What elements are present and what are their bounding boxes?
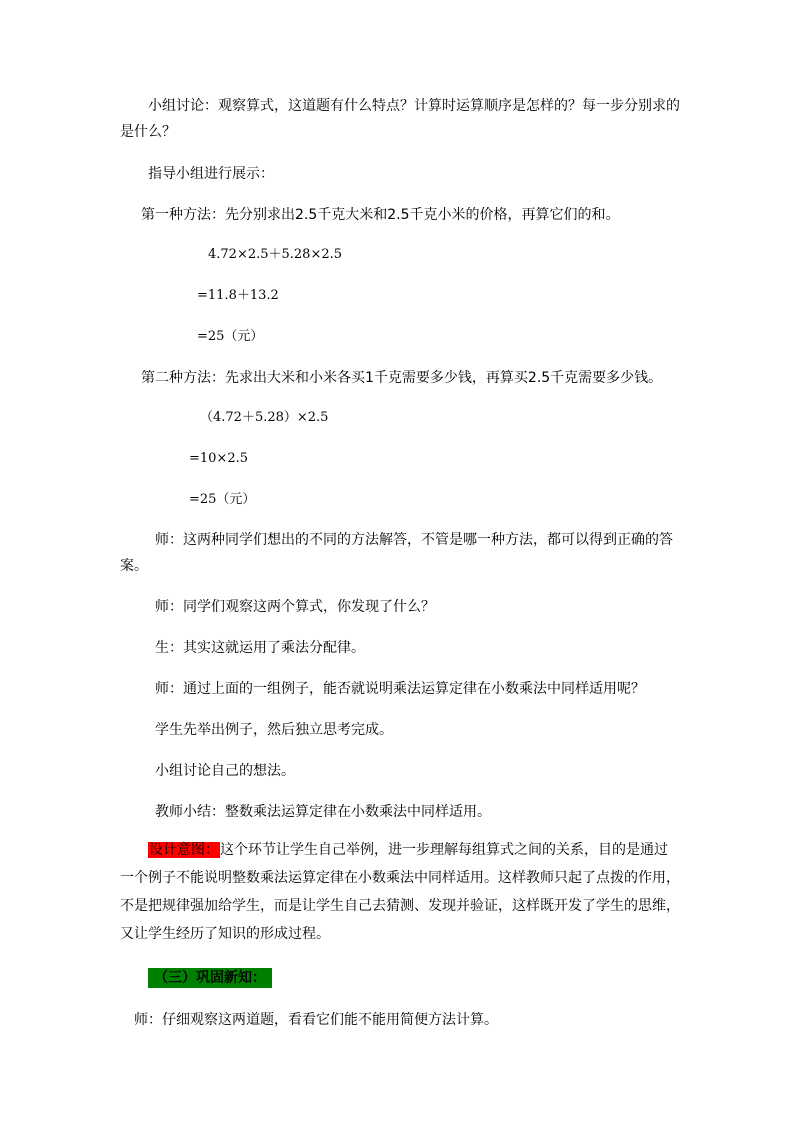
teacher-line-3: 师：通过上面的一组例子，能否就说明乘法运算定律在小数乘法中同样适用呢？ — [155, 681, 645, 697]
group-discussion-line: 小组讨论自己的想法。 — [155, 763, 295, 779]
method-two-formula-3: =25（元） — [189, 492, 256, 507]
design-intent-label: 设计意图： — [149, 842, 219, 858]
method-one: 第一种方法：先分别求出2.5千克大米和2.5千克小米的价格，再算它们的和。 — [141, 207, 620, 223]
design-intent-paragraph — [120, 836, 680, 948]
teacher-line-4: 师：仔细观察这两道题，看看它们能不能用简便方法计算。 — [134, 1012, 498, 1028]
method-one-formula-1: 4.72×2.5＋5.28×2.5 — [208, 247, 343, 262]
discussion-line-2: 是什么？ — [120, 124, 176, 140]
teacher-summary-line: 教师小结：整数乘法运算定律在小数乘法中同样适用。 — [155, 804, 491, 820]
student-line-1: 生：其实这就运用了乘法分配律。 — [155, 640, 365, 656]
section-three-label: （三）巩固新知： — [148, 968, 272, 988]
method-two-formula-1: （4.72＋5.28）×2.5 — [200, 410, 329, 425]
section-three-heading — [148, 968, 272, 988]
teacher-line-1b: 案。 — [120, 558, 148, 574]
discussion-line-1: 小组讨论：观察算式，这道题有什么特点？计算时运算顺序是怎样的？每一步分别求的 — [148, 98, 680, 114]
method-two: 第二种方法：先求出大米和小米各买1千克需要多少钱，再算买2.5千克需要多少钱。 — [141, 370, 663, 386]
teacher-line-2: 师：同学们观察这两个算式，你发现了什么？ — [155, 599, 435, 615]
method-one-formula-2: =11.8＋13.2 — [197, 288, 279, 303]
method-two-formula-2: =10×2.5 — [189, 451, 249, 466]
design-intent-text: 这个环节让学生自己举例，进一步理解每组算式之间的关系，目的是通过一个例子不能说明整数乘法运算定律在小数乘法中同样适用。这样教师只起了点拨的作用，不是把规律强加给学生，而是让学生自己去猜测、发现并验证，这样既开发了学生的思维，又让学生经历了知识的形成过程。 — [120, 842, 680, 942]
guide-line: 指导小组进行展示： — [148, 166, 274, 182]
method-one-formula-3: =25（元） — [197, 329, 264, 344]
teacher-line-1a: 师：这两种同学们想出的不同的方法解答，不管是哪一种方法，都可以得到正确的答 — [155, 532, 673, 548]
student-line-2: 学生先举出例子，然后独立思考完成。 — [155, 722, 393, 738]
